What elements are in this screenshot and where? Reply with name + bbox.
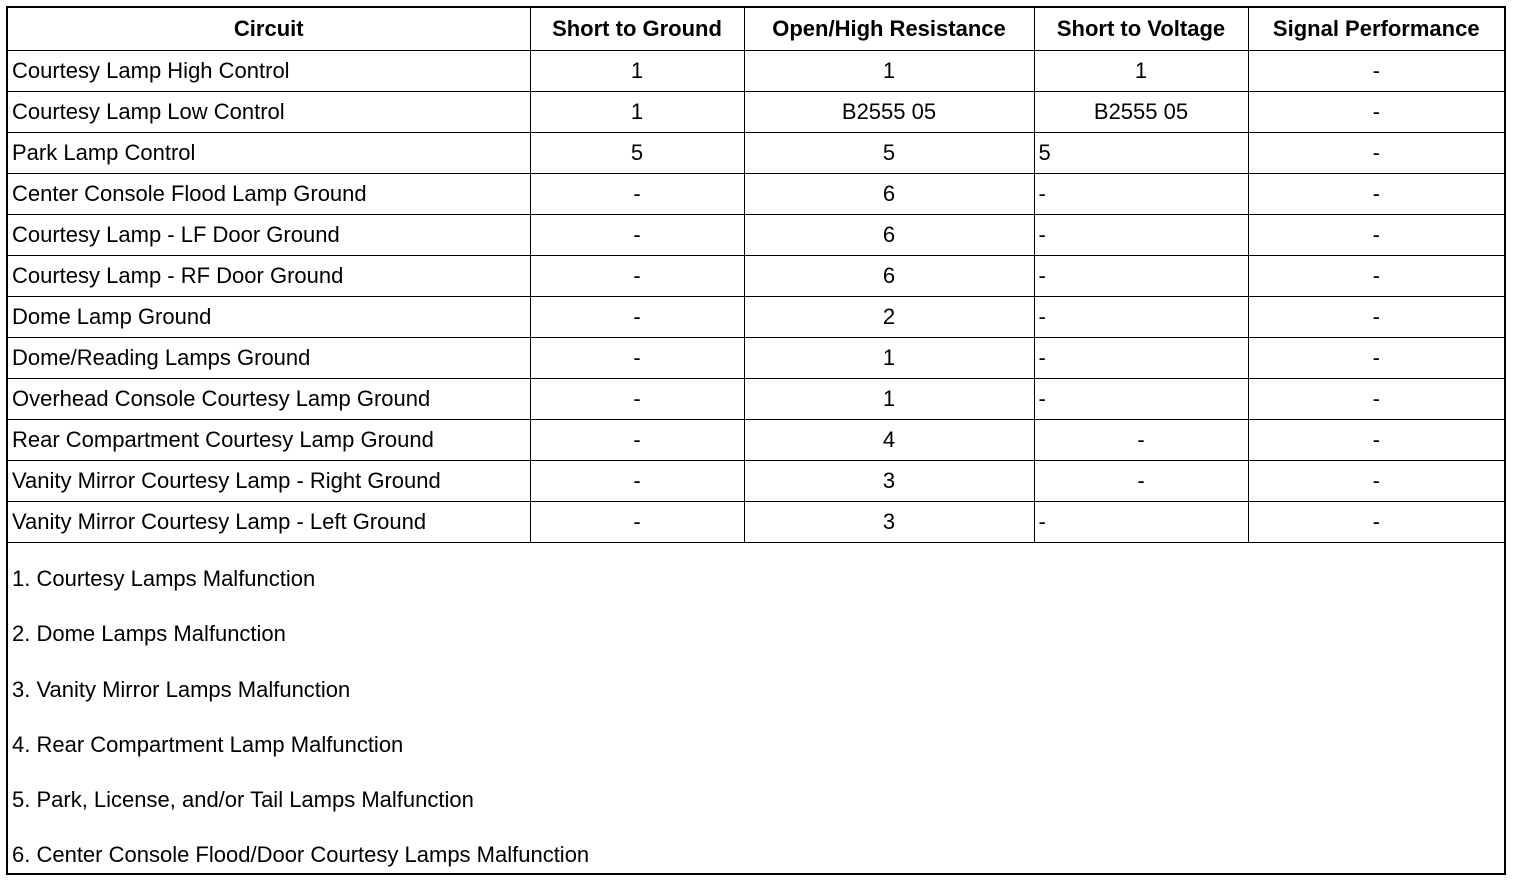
short-to-ground-cell: - — [530, 501, 744, 542]
short-to-voltage-cell: B2555 05 — [1034, 91, 1248, 132]
signal-performance-cell: - — [1248, 337, 1504, 378]
circuit-cell: Courtesy Lamp Low Control — [8, 91, 530, 132]
table-row — [8, 132, 1504, 173]
short-to-voltage-cell: - — [1034, 419, 1248, 460]
footnotes — [8, 557, 1504, 889]
short-to-ground-cell: - — [530, 378, 744, 419]
header-short-to-ground: Short to Ground — [530, 8, 744, 50]
table-row — [8, 255, 1504, 296]
signal-performance-cell: - — [1248, 132, 1504, 173]
open-high-resistance-cell: 2 — [744, 296, 1034, 337]
open-high-resistance-cell: 1 — [744, 50, 1034, 91]
open-high-resistance-cell: 3 — [744, 460, 1034, 501]
table-row — [8, 214, 1504, 255]
open-high-resistance-cell: 1 — [744, 378, 1034, 419]
short-to-ground-cell: - — [530, 255, 744, 296]
signal-performance-cell: - — [1248, 378, 1504, 419]
circuit-cell: Center Console Flood Lamp Ground — [8, 173, 530, 214]
table-row — [8, 91, 1504, 132]
circuit-fault-table — [8, 8, 1504, 543]
open-high-resistance-cell: 6 — [744, 255, 1034, 296]
footnote-item: 2. Dome Lamps Malfunction — [12, 621, 286, 647]
short-to-ground-cell: - — [530, 419, 744, 460]
short-to-voltage-cell: - — [1034, 378, 1248, 419]
circuit-cell: Rear Compartment Courtesy Lamp Ground — [8, 419, 530, 460]
short-to-voltage-cell: 1 — [1034, 50, 1248, 91]
table-row — [8, 378, 1504, 419]
circuit-cell: Vanity Mirror Courtesy Lamp - Left Ground — [8, 501, 530, 542]
open-high-resistance-cell: 5 — [744, 132, 1034, 173]
table-row — [8, 460, 1504, 501]
table-body — [8, 50, 1504, 542]
short-to-voltage-cell: - — [1034, 460, 1248, 501]
short-to-ground-cell: 5 — [530, 132, 744, 173]
footnote-item: 1. Courtesy Lamps Malfunction — [12, 566, 316, 591]
circuit-cell: Dome/Reading Lamps Ground — [8, 337, 530, 378]
short-to-voltage-cell: 5 — [1034, 132, 1248, 173]
open-high-resistance-cell: 4 — [744, 419, 1034, 460]
circuit-cell: Overhead Console Courtesy Lamp Ground — [8, 378, 530, 419]
open-high-resistance-cell: 6 — [744, 173, 1034, 214]
table-row — [8, 296, 1504, 337]
short-to-ground-cell: 1 — [530, 50, 744, 91]
table-row — [8, 419, 1504, 460]
signal-performance-cell: - — [1248, 501, 1504, 542]
table-row — [8, 501, 1504, 542]
short-to-voltage-cell: - — [1034, 501, 1248, 542]
short-to-ground-cell: - — [530, 460, 744, 501]
short-to-ground-cell: 1 — [530, 91, 744, 132]
table-row — [8, 173, 1504, 214]
short-to-voltage-cell: - — [1034, 296, 1248, 337]
footnote-item: 4. Rear Compartment Lamp Malfunction — [12, 731, 404, 757]
header-signal-performance: Signal Performance — [1248, 8, 1504, 50]
header-open-high-resistance: Open/High Resistance — [744, 8, 1034, 50]
footnote-item: 5. Park, License, and/or Tail Lamps Malfunction — [12, 787, 474, 813]
open-high-resistance-cell: 1 — [744, 337, 1034, 378]
circuit-cell: Park Lamp Control — [8, 132, 530, 173]
header-circuit: Circuit — [8, 8, 530, 50]
circuit-cell: Dome Lamp Ground — [8, 296, 530, 337]
signal-performance-cell: - — [1248, 173, 1504, 214]
signal-performance-cell: - — [1248, 460, 1504, 501]
short-to-ground-cell: - — [530, 173, 744, 214]
open-high-resistance-cell: B2555 05 — [744, 91, 1034, 132]
table-row — [8, 337, 1504, 378]
short-to-voltage-cell: - — [1034, 214, 1248, 255]
footnote-item: 6. Center Console Flood/Door Courtesy Lamps Malfunction — [12, 842, 590, 868]
signal-performance-cell: - — [1248, 214, 1504, 255]
signal-performance-cell: - — [1248, 419, 1504, 460]
signal-performance-cell: - — [1248, 255, 1504, 296]
short-to-voltage-cell: - — [1034, 337, 1248, 378]
circuit-cell: Courtesy Lamp - RF Door Ground — [8, 255, 530, 296]
footnote-item: 3. Vanity Mirror Lamps Malfunction — [12, 676, 351, 702]
circuit-cell: Courtesy Lamp High Control — [8, 50, 530, 91]
short-to-ground-cell: - — [530, 214, 744, 255]
table-row — [8, 50, 1504, 91]
short-to-ground-cell: - — [530, 337, 744, 378]
short-to-voltage-cell: - — [1034, 255, 1248, 296]
signal-performance-cell: - — [1248, 50, 1504, 91]
circuit-cell: Courtesy Lamp - LF Door Ground — [8, 214, 530, 255]
signal-performance-cell: - — [1248, 296, 1504, 337]
open-high-resistance-cell: 3 — [744, 501, 1034, 542]
signal-performance-cell: - — [1248, 91, 1504, 132]
short-to-ground-cell: - — [530, 296, 744, 337]
header-short-to-voltage: Short to Voltage — [1034, 8, 1248, 50]
open-high-resistance-cell: 6 — [744, 214, 1034, 255]
diagnostic-table-frame — [6, 6, 1506, 875]
table-header-row — [8, 8, 1504, 50]
circuit-cell: Vanity Mirror Courtesy Lamp - Right Ground — [8, 460, 530, 501]
short-to-voltage-cell: - — [1034, 173, 1248, 214]
